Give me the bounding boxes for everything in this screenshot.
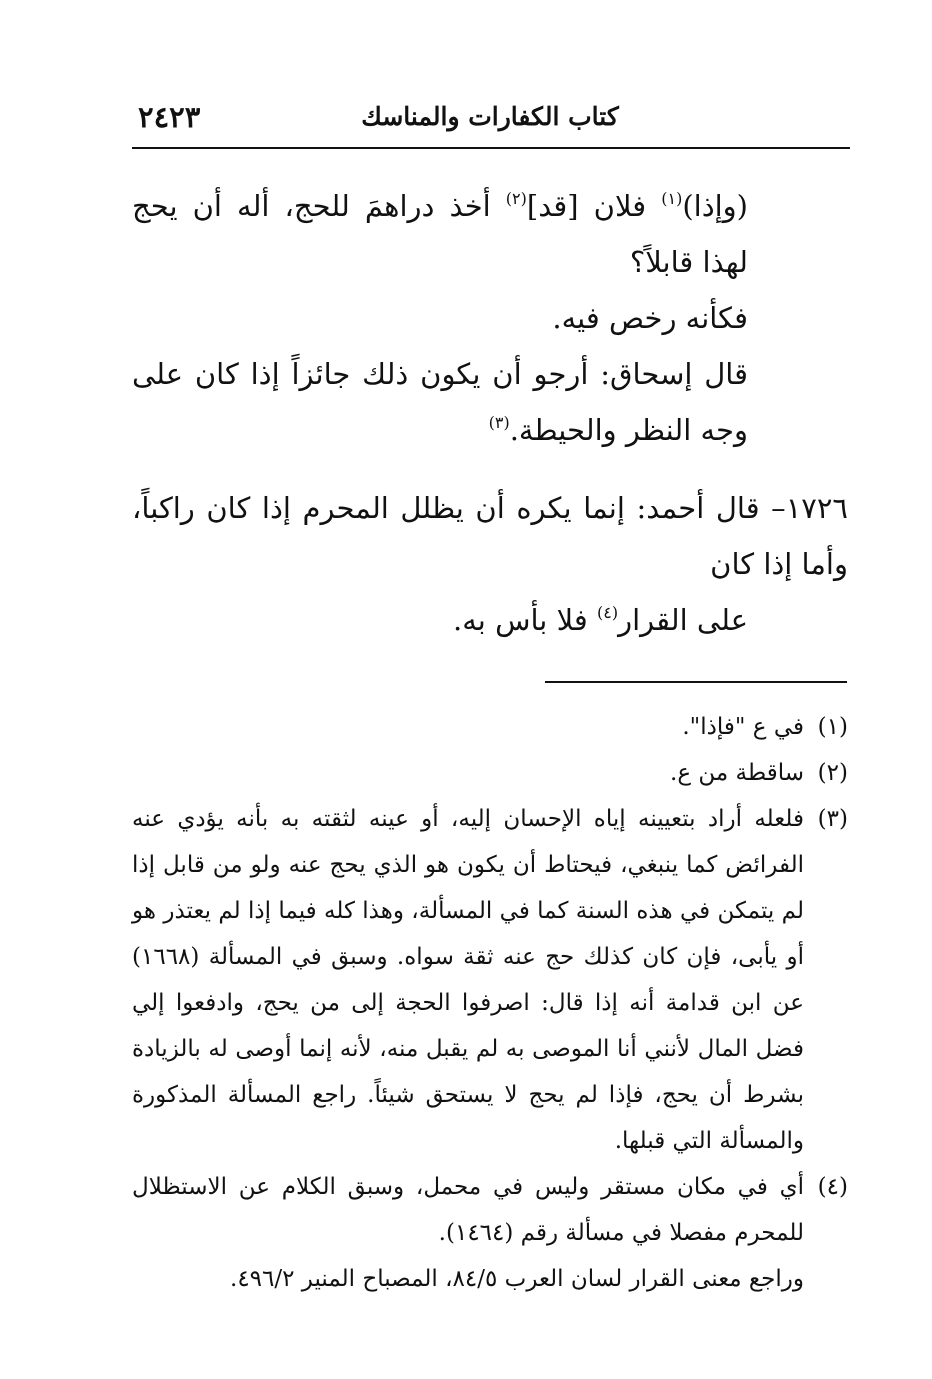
- answer-paragraph: [132, 290, 848, 346]
- issue-continuation: [132, 592, 848, 648]
- running-title: كتاب الكفارات والمناسك: [361, 102, 619, 131]
- page-header: [130, 96, 850, 140]
- footnote-number: (٣): [817, 806, 848, 832]
- question-open: (وإذا): [682, 189, 748, 223]
- footnote-text: أي في مكان مستقر وليس في محمل، وسبق الكلام عن الاستظلال للمحرم مفصلا في مسألة رقم (١٤٦٤).: [132, 1174, 804, 1246]
- page-number: ٢٤٢٣: [138, 100, 201, 134]
- question-rest: أخذ دراهمَ للحج، أله أن يحج لهذا قابلاً؟: [132, 189, 748, 279]
- issue-text-line-2a: على القرار: [618, 603, 748, 637]
- footnote-2: [132, 750, 848, 796]
- answer-text: فكأنه رخص فيه.: [552, 301, 748, 335]
- footnote-ref-1[interactable]: (١): [661, 189, 683, 208]
- footnote-text: في ع "فإذا".: [682, 714, 804, 740]
- question-paragraph: [132, 178, 848, 290]
- question-mid: فلان [قد]: [526, 189, 662, 223]
- issue-text-line-1: – قال أحمد: إنما يكره أن يظلل المحرم إذا كان راكباً، وأما إذا كان: [132, 491, 848, 581]
- footnote-text: ساقطة من ع.: [670, 760, 804, 786]
- footnote-number: (٤): [817, 1174, 848, 1200]
- footnote-3: [132, 796, 848, 1164]
- issue-text-line-2b: فلا بأس به.: [453, 603, 597, 637]
- header-rule: [132, 147, 850, 149]
- footnotes: [132, 704, 848, 1302]
- issue-number: ١٧٢٦: [785, 491, 848, 525]
- ishaq-paragraph: [132, 346, 848, 458]
- ishaq-text: قال إسحاق: أرجو أن يكون ذلك جائزاً إذا كان على وجه النظر والحيطة.: [132, 357, 748, 447]
- main-text: [132, 178, 848, 648]
- footnote-1: [132, 704, 848, 750]
- footnote-text: فلعله أراد بتعيينه إياه الإحسان إليه، أو عينه لثقته به بأنه يؤدي عنه الفرائض كما ينبغي، فيحتاط أن يكون هو الذي يحج عنه ولو من قابل إذا لم يتمكن في هذه السنة كما في المسألة، وهذا كله فيما إذا لم يعتذر هو أو يأبى، فإن كان كذلك حج عنه ثقة سواه. وسبق في المسألة (١٦٦٨) عن ابن قدامة أنه إذا قال: اصرفوا الحجة إلى من يحج، وادفعوا إلي فضل المال لأنني أنا الموصى به لم يقبل منه، لأنه إنما أوصى له بالزيادة بشرط أن يحج، فإذا لم يحج لا يستحق شيئاً. راجع المسألة المذكورة والمسألة التي قبلها.: [132, 806, 804, 1154]
- footnote-number: (٢): [817, 760, 848, 786]
- issue-paragraph: [132, 480, 848, 648]
- footnote-4-continuation: وراجع معنى القرار لسان العرب ٨٤/٥، المصباح المنير ٤٩٦/٢.: [230, 1266, 804, 1292]
- footnote-separator: [545, 681, 847, 683]
- footnote-ref-3[interactable]: (٣): [488, 413, 510, 432]
- footnote-ref-4[interactable]: (٤): [596, 603, 619, 622]
- footnote-4: [132, 1164, 848, 1256]
- footnote-ref-2[interactable]: (٢): [505, 189, 527, 208]
- footnote-number: (١): [817, 714, 848, 740]
